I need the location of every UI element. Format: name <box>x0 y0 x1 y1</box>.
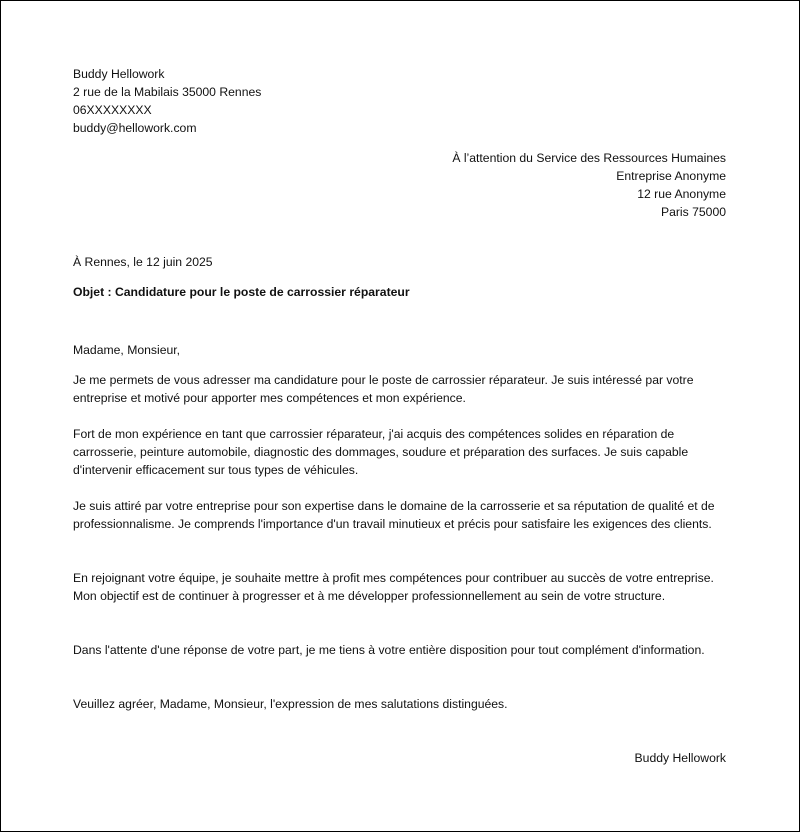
body-paragraph-availability: Dans l'attente d'une réponse de votre part, je me tiens à votre entière disposition pour tout complément d'information. <box>73 643 705 657</box>
body-paragraph-experience: Fort de mon expérience en tant que carrossier réparateur, j'ai acquis des compétences solides en réparation de carrosserie, peinture automobile, diagnostic des dommages, soudure et préparation des surfaces. Je suis capable d'intervenir efficacement sur tous types de véhicules. <box>73 427 689 477</box>
recipient-street: 12 rue Anonyme <box>637 187 726 201</box>
subject-line: Objet : Candidature pour le poste de carrossier réparateur <box>73 285 410 299</box>
sender-phone: 06XXXXXXXX <box>73 103 152 117</box>
greeting: Madame, Monsieur, <box>73 343 181 357</box>
signature: Buddy Hellowork <box>634 751 726 765</box>
body-paragraph-motivation: Je suis attiré par votre entreprise pour son expertise dans le domaine de la carrosserie et sa réputation de qualité et de professionnalisme. Je comprends l'importance d'un travail minutieux et précis pour satisfaire les exigences des clients. <box>73 499 715 531</box>
body-paragraph-intro: Je me permets de vous adresser ma candidature pour le poste de carrossier réparateur. Je suis intéressé par votre entreprise et motivé pour apporter mes compétences et mon expérience. <box>73 373 694 405</box>
sender-address: 2 rue de la Mabilais 35000 Rennes <box>73 85 262 99</box>
body-paragraph-goals: En rejoignant votre équipe, je souhaite mettre à profit mes compétences pour contribuer au succès de votre entreprise. Mon objectif est de continuer à progresser et à me développer professionnellement au sein de votre structure. <box>73 571 714 603</box>
closing-formula: Veuillez agréer, Madame, Monsieur, l'expression de mes salutations distinguées. <box>73 697 508 711</box>
place-date: À Rennes, le 12 juin 2025 <box>73 255 213 269</box>
recipient-company: Entreprise Anonyme <box>616 169 726 183</box>
sender-email: buddy@hellowork.com <box>73 121 197 135</box>
sender-name: Buddy Hellowork <box>73 67 165 81</box>
recipient-city: Paris 75000 <box>660 205 726 219</box>
recipient-attention: À l’attention du Service des Ressources Humaines <box>452 151 726 165</box>
